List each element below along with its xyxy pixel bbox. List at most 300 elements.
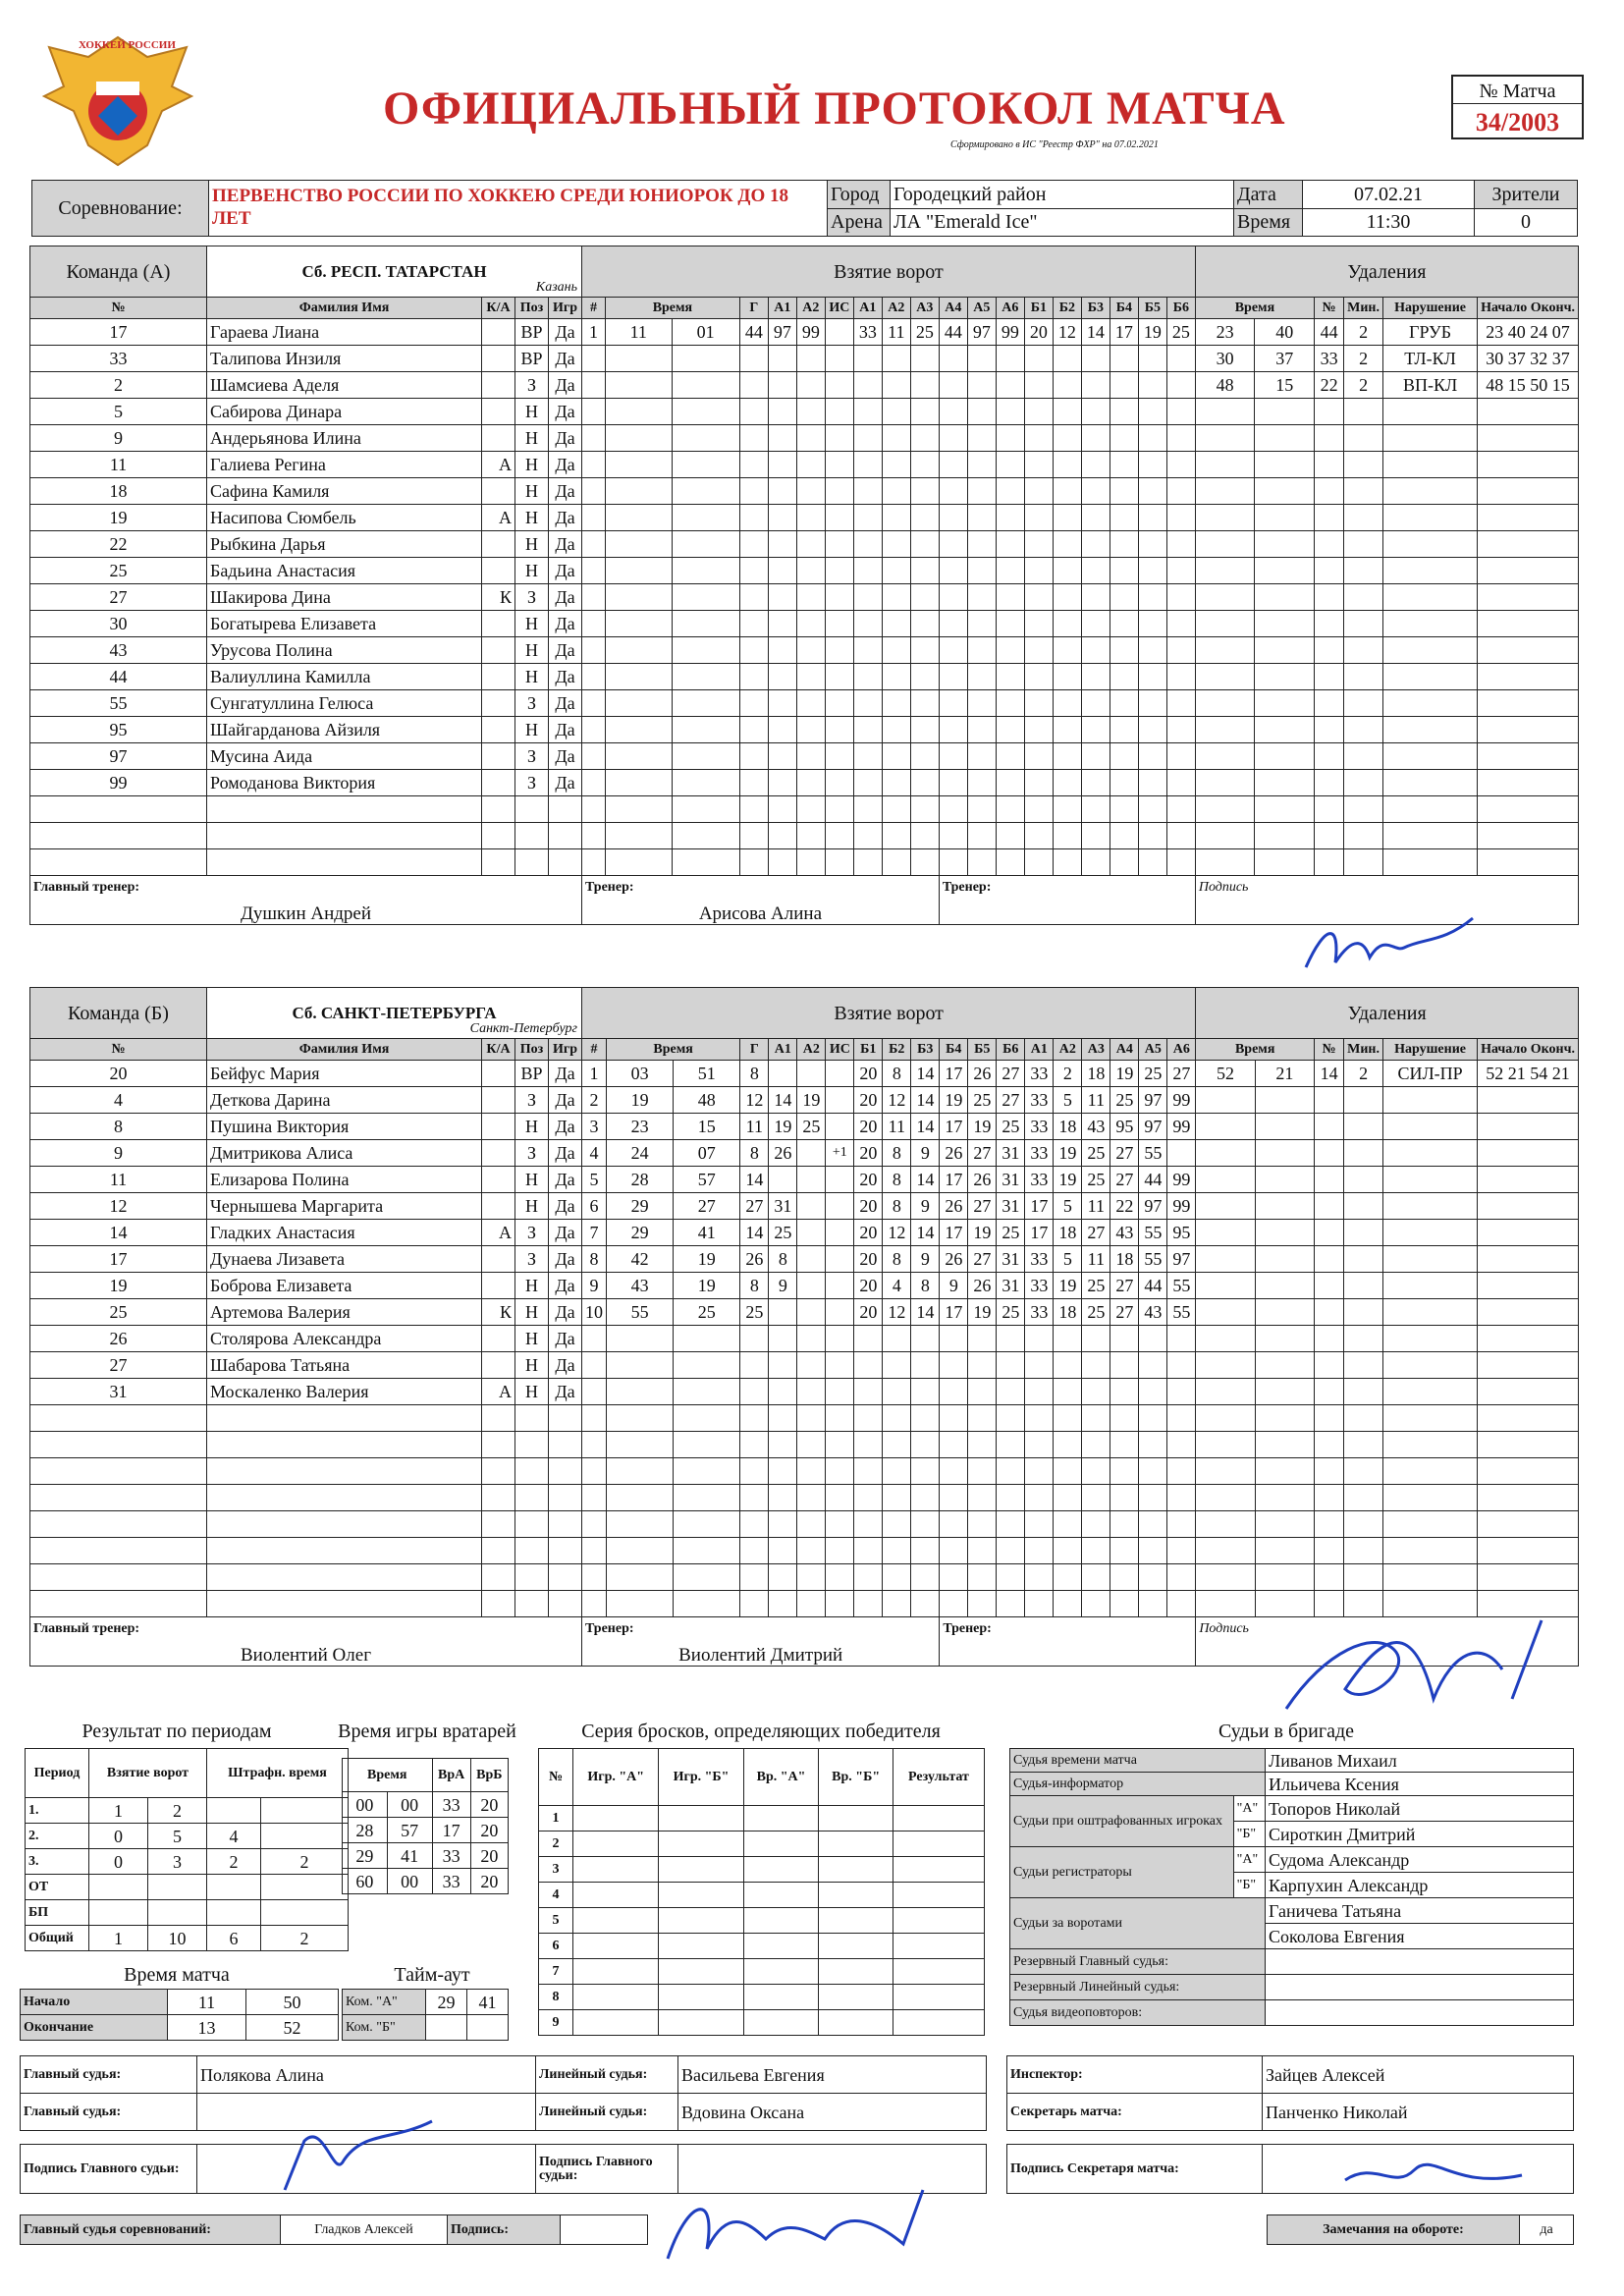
pen-min: 2 [1344, 372, 1383, 399]
shootout-row [539, 1806, 985, 1831]
goal-cell [825, 505, 853, 531]
player-name: Артемова Валерия [207, 1299, 482, 1326]
goal-cell [582, 849, 606, 876]
goal-cell [1110, 1432, 1139, 1458]
goal-cell [967, 664, 996, 690]
match-start-h: 11 [168, 1990, 246, 2015]
goal-a2: 25 [797, 1114, 826, 1140]
goal-cell [1054, 1458, 1082, 1485]
goal-cell [939, 690, 967, 717]
period-goals-b: 5 [148, 1824, 207, 1849]
player-no [30, 1458, 207, 1485]
pen-cell [1255, 1246, 1314, 1273]
goal-cell [582, 584, 606, 611]
goal-onice: 9 [911, 1246, 940, 1273]
player-ka [482, 1405, 515, 1432]
goal-cell [1025, 1591, 1054, 1617]
goal-onice: 33 [853, 319, 882, 346]
shootout-cell [893, 1985, 984, 2010]
pen-cell [1344, 1379, 1383, 1405]
goal-cell [997, 1485, 1025, 1511]
shootout-h-gb: Вр. "Б" [819, 1749, 893, 1806]
goals-header: Взятие ворот [582, 988, 1196, 1039]
player-pos: Н [515, 1193, 549, 1220]
goal-cell [1053, 690, 1081, 717]
match-end-m: 52 [246, 2015, 339, 2041]
player-no: 8 [30, 1114, 207, 1140]
pen-cell [1383, 796, 1478, 823]
goal-onice: 18 [1054, 1114, 1082, 1140]
secretary-label: Секретарь матча: [1007, 2094, 1263, 2131]
goal-onice: 97 [1139, 1193, 1167, 1220]
player-ka [482, 399, 515, 425]
pen-cell [1255, 1273, 1314, 1299]
player-played [549, 1458, 582, 1485]
goal-cell [882, 796, 910, 823]
player-name: Столярова Александра [207, 1326, 482, 1352]
pen-cell [1344, 823, 1383, 849]
player-name: Шамсиева Аделя [207, 372, 482, 399]
goal-cell [825, 584, 853, 611]
col-onice-2-1: А2 [1054, 1039, 1082, 1061]
goal-cell [582, 1591, 607, 1617]
goal-onice: 27 [1110, 1299, 1139, 1326]
table-row [30, 1352, 1579, 1379]
goal-cell [606, 690, 673, 717]
goal-cell [882, 823, 910, 849]
goal-cell [797, 1485, 826, 1511]
goal-onice: 44 [1139, 1167, 1167, 1193]
line-ref-2: Вдовина Оксана [678, 2094, 987, 2131]
goal-onice: 55 [1167, 1299, 1196, 1326]
player-name [207, 1564, 482, 1591]
goal-sec: 07 [674, 1140, 740, 1167]
shootout-row [539, 1857, 985, 1883]
goal-cell [768, 505, 796, 531]
sign-label: Подпись: [448, 2215, 561, 2245]
goal-cell [996, 505, 1024, 531]
pen-cell [1383, 531, 1478, 558]
goal-cell [582, 1511, 607, 1538]
signature-secretary [1335, 2141, 1532, 2200]
goal-cell [882, 478, 910, 505]
goal-cell [1081, 611, 1110, 637]
pen-cell [1478, 558, 1579, 584]
player-ka [482, 796, 515, 823]
match-start-label: Начало [21, 1990, 168, 2015]
col-pos: Поз [515, 298, 549, 319]
table-row [30, 558, 1579, 584]
reg-a-tag: "А" [1233, 1847, 1265, 1873]
pen-viol: СИЛ-ПР [1383, 1061, 1478, 1087]
goal-onice: 55 [1139, 1246, 1167, 1273]
goal-cell [1110, 611, 1138, 637]
goal-cell [883, 1485, 911, 1511]
player-played: Да [549, 505, 582, 531]
goal-onice: 20 [854, 1061, 883, 1087]
player-pos: Н [515, 1326, 549, 1352]
goal-cell [939, 637, 967, 664]
goal-cell [1082, 1405, 1110, 1432]
shootout-h-no: № [539, 1749, 573, 1806]
pen-cell [1344, 770, 1383, 796]
goal-cell [1053, 531, 1081, 558]
goal-cell [740, 1326, 769, 1352]
goal-cell [740, 1591, 769, 1617]
goal-sec: 01 [672, 319, 739, 346]
goal-cell [1081, 558, 1110, 584]
player-pos: Н [515, 1273, 549, 1299]
goal-cell [1054, 1511, 1082, 1538]
periods-title: Результат по периодам [81, 1721, 272, 1742]
pen-cell [1383, 1193, 1478, 1220]
pen-cell [1344, 664, 1383, 690]
timeout-b-label: Ком. "Б" [343, 2015, 426, 2041]
goal-cell [739, 796, 768, 823]
player-ka [482, 717, 515, 743]
match-number-label: № Матча [1453, 77, 1582, 104]
col-goal-2: Г [739, 298, 768, 319]
goal-a1: 14 [769, 1087, 797, 1114]
goal-cell [853, 637, 882, 664]
player-no [30, 1405, 207, 1432]
goal-cell [967, 346, 996, 372]
goal-cell [769, 1591, 797, 1617]
goal-cell [1081, 584, 1110, 611]
pen-cell [1315, 849, 1344, 876]
goal-cell [1110, 743, 1138, 770]
pen-cell [1255, 664, 1315, 690]
shootout-cell [573, 1857, 659, 1883]
goal-onice: 31 [997, 1140, 1025, 1167]
goal-cell [853, 611, 882, 637]
goalies-h-a: ВрА [432, 1759, 470, 1792]
goal-cell [1054, 1405, 1082, 1432]
pen-cell [1315, 452, 1344, 478]
player-no: 14 [30, 1220, 207, 1246]
goal-cell [853, 505, 882, 531]
player-name [207, 1458, 482, 1485]
goal-is [825, 319, 853, 346]
goal-n: 1 [582, 319, 606, 346]
col-onice-2-4: А5 [1139, 1039, 1167, 1061]
goal-cell [797, 1458, 826, 1485]
goal-sec: 19 [674, 1273, 740, 1299]
goal-scorer: 14 [740, 1167, 769, 1193]
pen-tm: 52 [1196, 1061, 1255, 1087]
pen-cell [1195, 611, 1255, 637]
player-name [207, 1485, 482, 1511]
goal-min: 23 [607, 1114, 674, 1140]
sign-main-label-2: Подпись Главного судьи: [536, 2145, 678, 2194]
goal-cell [967, 584, 996, 611]
table-row [30, 717, 1579, 743]
goal-cell [911, 1591, 940, 1617]
goal-cell [1139, 1591, 1167, 1617]
goal-cell [996, 770, 1024, 796]
goal-sec: 48 [674, 1087, 740, 1114]
goalie-row [343, 1869, 509, 1894]
sign-main-label-1: Подпись Главного судьи: [21, 2145, 197, 2194]
goal-cell [1082, 1564, 1110, 1591]
col-pen-min: Мин. [1344, 1039, 1383, 1061]
pen-cell [1315, 425, 1344, 452]
col-onice-2-5: Б6 [1166, 298, 1195, 319]
pen-cell [1315, 690, 1344, 717]
player-name: Бадьина Анастасия [207, 558, 482, 584]
player-ka [482, 823, 515, 849]
goal-cell [739, 505, 768, 531]
player-name [207, 1511, 482, 1538]
goal-cell [1053, 849, 1081, 876]
goal-cell [672, 372, 739, 399]
goal-cell [1053, 452, 1081, 478]
goal-onice: 14 [911, 1087, 940, 1114]
shootout-cell [743, 1857, 819, 1883]
goal-cell [1053, 637, 1081, 664]
player-played: Да [549, 690, 582, 717]
signature-label: Подпись [1198, 880, 1249, 895]
goal-cell [826, 1538, 854, 1564]
goal-cell [796, 399, 825, 425]
player-played [549, 849, 582, 876]
goal-cell [739, 452, 768, 478]
player-no: 5 [30, 399, 207, 425]
inspector-table [1006, 2055, 1574, 2131]
player-no [30, 796, 207, 823]
player-ka [482, 531, 515, 558]
pen-cell [1196, 1193, 1255, 1220]
goal-cell [882, 452, 910, 478]
goal-cell [768, 584, 796, 611]
goal-cell [796, 505, 825, 531]
goal-is [826, 1087, 854, 1114]
period-pim-b [261, 1798, 349, 1824]
pen-cell [1195, 531, 1255, 558]
goal-cell [1138, 717, 1166, 743]
col-onice-2-0: Б1 [1024, 298, 1053, 319]
goal-cell [768, 743, 796, 770]
goal-cell [910, 849, 939, 876]
pen-cell [1196, 1485, 1255, 1511]
player-ka [482, 611, 515, 637]
pen-cell [1383, 1458, 1478, 1485]
goal-onice: 20 [854, 1140, 883, 1167]
goal-cell [582, 1538, 607, 1564]
goal-cell [996, 664, 1024, 690]
player-played: Да [549, 425, 582, 452]
arena-label: Арена [828, 208, 891, 237]
goal-cell [996, 611, 1024, 637]
player-played: Да [549, 1140, 582, 1167]
goal-cell [1081, 372, 1110, 399]
pen-cell [1478, 1432, 1579, 1458]
goal-onice: 97 [1139, 1087, 1167, 1114]
player-no: 43 [30, 637, 207, 664]
player-pos: З [515, 372, 549, 399]
goal-cell [796, 478, 825, 505]
goal-cell [826, 1432, 854, 1458]
goal-cell [883, 1538, 911, 1564]
goal-onice: 26 [968, 1273, 997, 1299]
player-ka [482, 849, 515, 876]
shootout-cell [659, 1806, 743, 1831]
player-name: Гараева Лиана [207, 319, 482, 346]
goal-judge-1: Ганичева Татьяна [1266, 1898, 1574, 1924]
pen-start-end: 48 15 50 15 [1478, 372, 1579, 399]
goal-cell [1110, 478, 1138, 505]
goal-cell [739, 478, 768, 505]
player-name: Чернышева Маргарита [207, 1193, 482, 1220]
goal-cell [797, 1352, 826, 1379]
player-pos [515, 823, 549, 849]
goal-a1 [769, 1061, 797, 1087]
goal-cell [939, 452, 967, 478]
goal-cell [996, 796, 1024, 823]
player-name: Дунаева Лизавета [207, 1246, 482, 1273]
player-no: 33 [30, 346, 207, 372]
col-onice-1-3: А4 [939, 298, 967, 319]
pen-cell [1478, 796, 1579, 823]
goalie-b: 20 [470, 1869, 508, 1894]
goal-cell [996, 425, 1024, 452]
goal-a1: 25 [769, 1220, 797, 1246]
shootout-no: 5 [539, 1908, 573, 1934]
goal-cell [739, 531, 768, 558]
shootout-row [539, 2010, 985, 2036]
goal-cell [1138, 823, 1166, 849]
goal-cell [1025, 1485, 1054, 1511]
goal-cell [939, 478, 967, 505]
shootout-h-res: Результат [893, 1749, 984, 1806]
player-played: Да [549, 1114, 582, 1140]
player-pos: Н [515, 611, 549, 637]
goal-cell [883, 1564, 911, 1591]
team-city: Санкт-Петербург [469, 1021, 577, 1036]
goal-cell [1081, 743, 1110, 770]
goal-cell [967, 717, 996, 743]
player-played: Да [549, 1326, 582, 1352]
goal-cell [853, 796, 882, 823]
pen-cell [1255, 770, 1315, 796]
col-pen-viol: Нарушение [1383, 298, 1478, 319]
pen-cell [1478, 531, 1579, 558]
goal-cell [939, 717, 967, 743]
pen-cell [1383, 1564, 1478, 1591]
col-pen-viol: Нарушение [1383, 1039, 1478, 1061]
goal-cell [1110, 796, 1138, 823]
goal-cell [910, 690, 939, 717]
goal-is: +1 [826, 1140, 854, 1167]
timeout-title: Тайм-аут [394, 1964, 470, 1986]
player-no: 20 [30, 1061, 207, 1087]
goal-cell [883, 1326, 911, 1352]
pen-cell [1344, 1273, 1383, 1299]
goal-n: 10 [582, 1299, 607, 1326]
penalties-header: Удаления [1196, 988, 1579, 1039]
goal-cell [740, 1458, 769, 1485]
goal-cell [1081, 452, 1110, 478]
pen-cell [1383, 1432, 1478, 1458]
player-name: Урусова Полина [207, 637, 482, 664]
pen-cell [1383, 1140, 1478, 1167]
match-end-label: Окончание [21, 2015, 168, 2041]
pen-cell [1478, 690, 1579, 717]
goal-cell [1024, 743, 1053, 770]
goal-cell [1167, 1352, 1196, 1379]
goal-cell [882, 717, 910, 743]
goalie-row [343, 1792, 509, 1818]
goal-onice: 26 [940, 1193, 968, 1220]
goal-cell [940, 1379, 968, 1405]
goal-onice: 14 [1081, 319, 1110, 346]
pen-ts: 37 [1255, 346, 1315, 372]
goal-cell [1167, 1432, 1196, 1458]
goal-cell [606, 796, 673, 823]
pen-cell [1255, 1299, 1314, 1326]
goal-cell [997, 1591, 1025, 1617]
goal-cell [996, 478, 1024, 505]
pen-min: 2 [1344, 1061, 1383, 1087]
goal-cell [968, 1564, 997, 1591]
pen-cell [1255, 1193, 1314, 1220]
goal-cell [672, 452, 739, 478]
goal-cell [672, 743, 739, 770]
col-no: № [30, 298, 207, 319]
table-row [30, 1511, 1579, 1538]
goalie-b: 20 [470, 1843, 508, 1869]
table-row [30, 1326, 1579, 1352]
goal-cell [996, 849, 1024, 876]
goal-cell [606, 770, 673, 796]
goal-onice: 26 [940, 1246, 968, 1273]
goal-cell [882, 743, 910, 770]
pen-cell [1315, 1140, 1344, 1167]
goal-cell [606, 823, 673, 849]
goal-onice: 25 [1082, 1140, 1110, 1167]
goal-n: 6 [582, 1193, 607, 1220]
shootout-row [539, 1908, 985, 1934]
col-onice-2-2: А3 [1082, 1039, 1110, 1061]
goal-cell [1166, 505, 1195, 531]
goal-onice: 14 [911, 1167, 940, 1193]
player-played: Да [549, 1379, 582, 1405]
goal-cell [672, 690, 739, 717]
head-coach-label: Главный тренер: [33, 880, 140, 895]
goal-cell [606, 849, 673, 876]
goal-cell [672, 770, 739, 796]
goal-cell [674, 1432, 740, 1458]
pen-cell [1383, 1352, 1478, 1379]
period-row [26, 1824, 349, 1849]
goal-cell [582, 372, 606, 399]
pen-cell [1195, 558, 1255, 584]
goal-cell [996, 346, 1024, 372]
table-row [30, 1167, 1579, 1193]
goal-onice: 33 [1025, 1114, 1054, 1140]
pen-cell [1255, 823, 1315, 849]
goal-cell [1082, 1485, 1110, 1511]
period-goals-b [148, 1875, 207, 1900]
goal-cell [854, 1458, 883, 1485]
col-pen-no: № [1315, 1039, 1344, 1061]
pen-cell [1383, 1326, 1478, 1352]
table-row [30, 690, 1579, 717]
goal-onice: 27 [1110, 1167, 1139, 1193]
goal-onice: 8 [883, 1246, 911, 1273]
pen-cell [1255, 531, 1315, 558]
pen-cell [1344, 1087, 1383, 1114]
